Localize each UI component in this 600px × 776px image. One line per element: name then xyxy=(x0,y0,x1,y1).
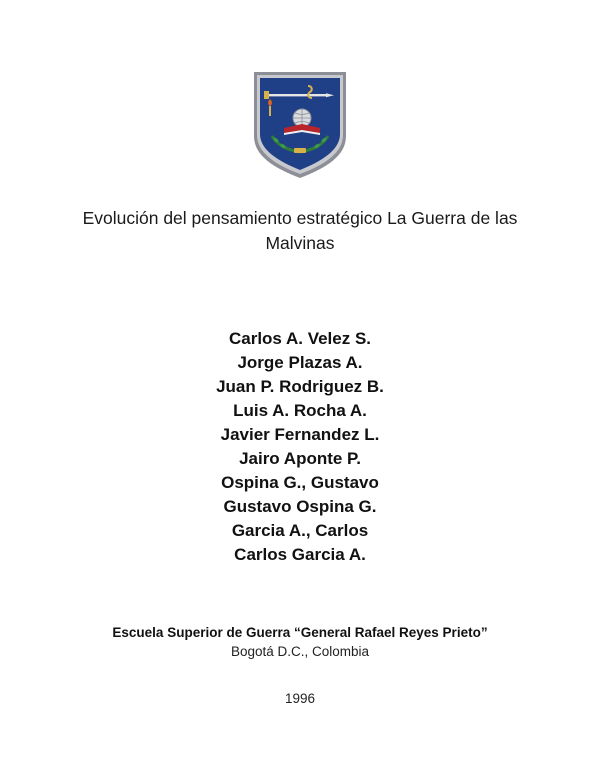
institution-city: Bogotá D.C., Colombia xyxy=(230,644,370,659)
document-title: Evolución del pensamiento estratégico La Guerra de las Malvinas xyxy=(82,208,518,253)
school-crest-icon xyxy=(252,70,348,180)
author-name: Juan P. Rodriguez B. xyxy=(216,377,384,396)
publication-year: 1996 xyxy=(284,691,316,706)
author-name: Carlos Garcia A. xyxy=(234,545,366,564)
institution-name: Escuela Superior de Guerra “General Rafael Reyes Prieto” xyxy=(112,625,488,640)
author-list xyxy=(100,327,500,567)
author-name: Jorge Plazas A. xyxy=(237,353,363,372)
author-name: Gustavo Ospina G. xyxy=(223,497,377,516)
author-name: Javier Fernandez L. xyxy=(220,425,380,444)
author-name: Ospina G., Gustavo xyxy=(221,473,379,492)
author-name: Jairo Aponte P. xyxy=(239,449,361,468)
author-name: Luis A. Rocha A. xyxy=(233,401,367,420)
author-name: Garcia A., Carlos xyxy=(231,521,369,540)
author-name: Carlos A. Velez S. xyxy=(228,329,372,348)
